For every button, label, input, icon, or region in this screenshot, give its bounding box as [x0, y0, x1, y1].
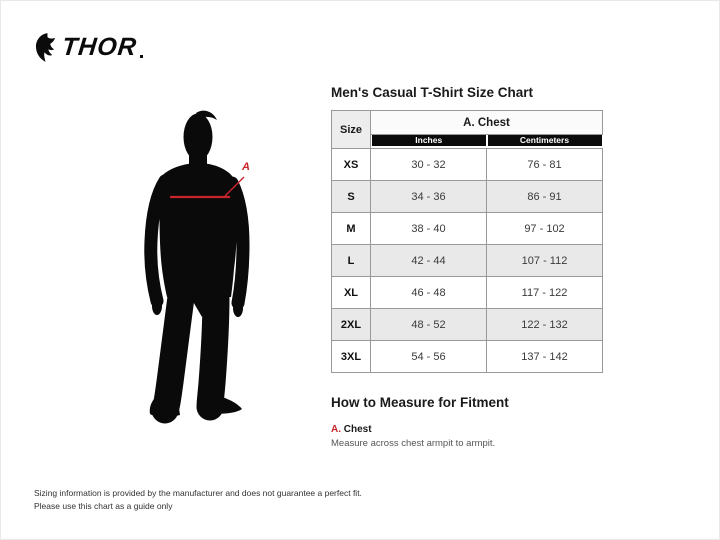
- column-header-chest: A. Chest: [371, 111, 603, 135]
- table-row-xl: [332, 277, 603, 309]
- inches-cell: 38 - 40: [371, 213, 487, 245]
- inches-cell: 46 - 48: [371, 277, 487, 309]
- centimeters-cell: 97 - 102: [487, 213, 603, 245]
- size-cell: S: [332, 181, 371, 213]
- male-silhouette-graphic: [104, 99, 314, 434]
- disclaimer-line-2: Please use this chart as a guide only: [34, 500, 173, 511]
- table-row-2xl: [332, 309, 603, 341]
- disclaimer-line-1: Sizing information is provided by the manufacturer and does not guarantee a perfect fit.: [34, 488, 362, 498]
- brand-logo-text: THOR: [60, 33, 139, 61]
- column-header-inches: Inches: [371, 135, 487, 149]
- column-header-size: Size: [332, 111, 371, 149]
- size-cell: L: [332, 245, 371, 277]
- size-cell: 2XL: [332, 309, 371, 341]
- inches-cell: 34 - 36: [371, 181, 487, 213]
- centimeters-cell: 122 - 132: [487, 309, 603, 341]
- table-row-m: [332, 213, 603, 245]
- inches-cell: 54 - 56: [371, 341, 487, 373]
- size-chart-table: [331, 110, 603, 373]
- body-silhouette-figure: [104, 99, 314, 434]
- size-chart-panel: [331, 85, 603, 449]
- measure-guide-title: How to Measure for Fitment: [331, 395, 509, 410]
- centimeters-cell: 117 - 122: [487, 277, 603, 309]
- centimeters-cell: 107 - 112: [487, 245, 603, 277]
- disclaimer-text: [34, 487, 362, 512]
- measure-item-key: A.: [331, 424, 341, 435]
- size-chart-title: Men's Casual T-Shirt Size Chart: [331, 85, 534, 100]
- inches-cell: 30 - 32: [371, 149, 487, 181]
- chest-measurement-label: A: [242, 161, 250, 173]
- centimeters-cell: 137 - 142: [487, 341, 603, 373]
- brand-logo: [35, 33, 143, 62]
- thor-helmet-icon: [35, 33, 58, 62]
- inches-cell: 48 - 52: [371, 309, 487, 341]
- inches-cell: 42 - 44: [371, 245, 487, 277]
- table-row-l: [332, 245, 603, 277]
- measure-guide-section: [331, 395, 603, 449]
- size-cell: M: [332, 213, 371, 245]
- table-row-s: [332, 181, 603, 213]
- column-header-centimeters: Centimeters: [487, 135, 603, 149]
- table-row-3xl: [332, 341, 603, 373]
- brand-logo-period: [140, 55, 143, 58]
- centimeters-cell: 86 - 91: [487, 181, 603, 213]
- size-cell: XS: [332, 149, 371, 181]
- size-cell: XL: [332, 277, 371, 309]
- measure-item-name: Chest: [343, 424, 372, 435]
- centimeters-cell: 76 - 81: [487, 149, 603, 181]
- table-row-xs: [332, 149, 603, 181]
- size-cell: 3XL: [332, 341, 371, 373]
- measure-item-description: Measure across chest armpit to armpit.: [331, 438, 496, 449]
- measure-item-chest: [331, 424, 603, 435]
